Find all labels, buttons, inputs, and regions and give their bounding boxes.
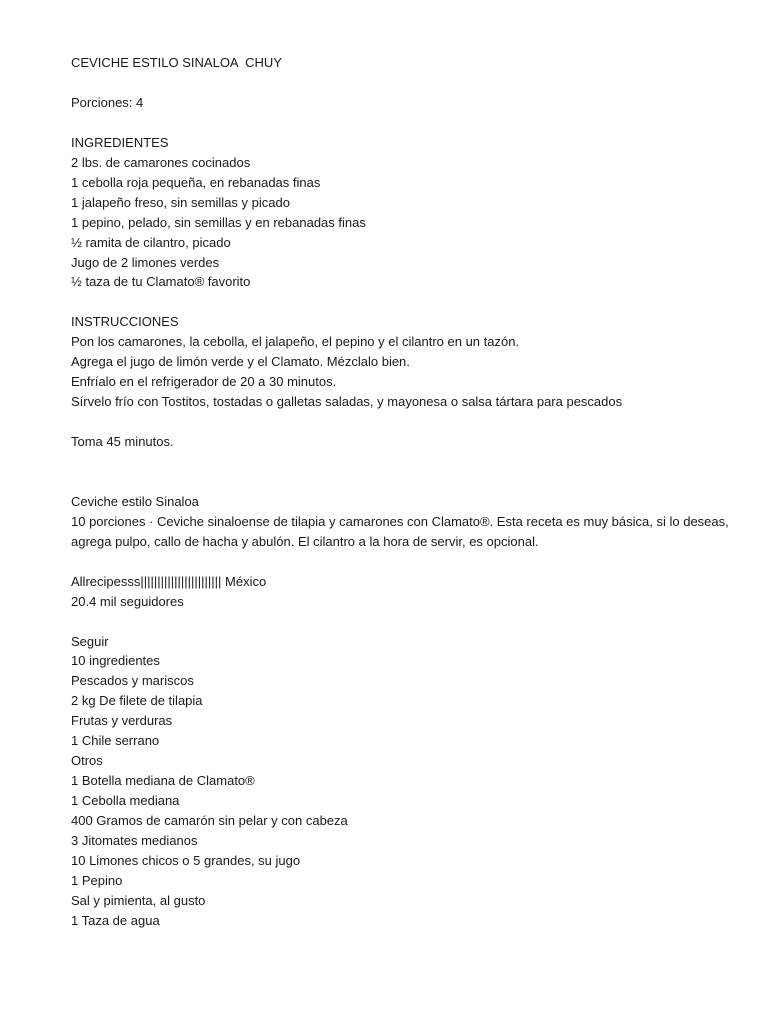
ingredient-item: 2 lbs. de camarones cocinados — [71, 154, 251, 170]
recipe2-title: Ceviche estilo Sinaloa — [71, 493, 199, 509]
ingredients-count: 10 ingredientes — [71, 653, 160, 669]
ingredient-item: 1 cebolla roja pequeña, en rebanadas finas — [71, 174, 321, 190]
ingredient-item: 1 Botella mediana de Clamato® — [71, 773, 255, 789]
servings: Porciones: 4 — [71, 94, 144, 110]
instruction-step: Enfríalo en el refrigerador de 20 a 30 minutos. — [71, 374, 337, 390]
prep-time: Toma 45 minutos. — [71, 434, 174, 450]
ingredient-item: 1 jalapeño freso, sin semillas y picado — [71, 194, 290, 210]
instruction-step: Pon los camarones, la cebolla, el jalapeño, el pepino y el cilantro en un tazón. — [71, 334, 520, 350]
ingredient-item: 1 Pepino — [71, 872, 123, 888]
follower-count: 20.4 mil seguidores — [71, 593, 184, 609]
recipe2-description: 10 porciones · Ceviche sinaloense de tilapia y camarones con Clamato®. Esta receta es muy básica, si lo deseas, agrega pulpo, callo de hacha y abulón. El cilantro a la hora de servir, es opcional. — [71, 513, 733, 549]
follow-link[interactable]: Seguir — [71, 633, 109, 649]
ingredient-item: Jugo de 2 limones verdes — [71, 254, 220, 270]
instruction-step: Sírvelo frío con Tostitos, tostadas o galletas saladas, y mayonesa o salsa tártara para pescados — [71, 394, 623, 410]
document-page — [71, 53, 731, 931]
ingredient-item: 1 Taza de agua — [71, 912, 160, 928]
ingredient-item: ½ taza de tu Clamato® favorito — [71, 274, 251, 290]
ingredients-heading: INGREDIENTES — [71, 134, 169, 150]
ingredient-item: ½ ramita de cilantro, picado — [71, 234, 231, 250]
ingredient-item: 1 Chile serrano — [71, 733, 160, 749]
section-heading: Frutas y verduras — [71, 713, 173, 729]
ingredient-item: 1 Cebolla mediana — [71, 793, 180, 809]
ingredient-item: 10 Limones chicos o 5 grandes, su jugo — [71, 853, 301, 869]
ingredient-item: 2 kg De filete de tilapia — [71, 693, 203, 709]
section-heading: Otros — [71, 753, 103, 769]
instruction-step: Agrega el jugo de limón verde y el Clamato. Mézclalo bien. — [71, 354, 410, 370]
ingredient-item: 400 Gramos de camarón sin pelar y con cabeza — [71, 813, 348, 829]
recipe-title: CEVICHE ESTILO SINALOA CHUY — [71, 55, 282, 70]
section-heading: Pescados y mariscos — [71, 673, 194, 689]
ingredient-item: 1 pepino, pelado, sin semillas y en rebanadas finas — [71, 214, 366, 230]
author-name: Allrecipesss|||||||||||||||||||||||| México — [71, 573, 267, 589]
ingredient-item: 3 Jitomates medianos — [71, 833, 198, 849]
instructions-heading: INSTRUCCIONES — [71, 314, 179, 330]
ingredient-item: Sal y pimienta, al gusto — [71, 892, 206, 908]
